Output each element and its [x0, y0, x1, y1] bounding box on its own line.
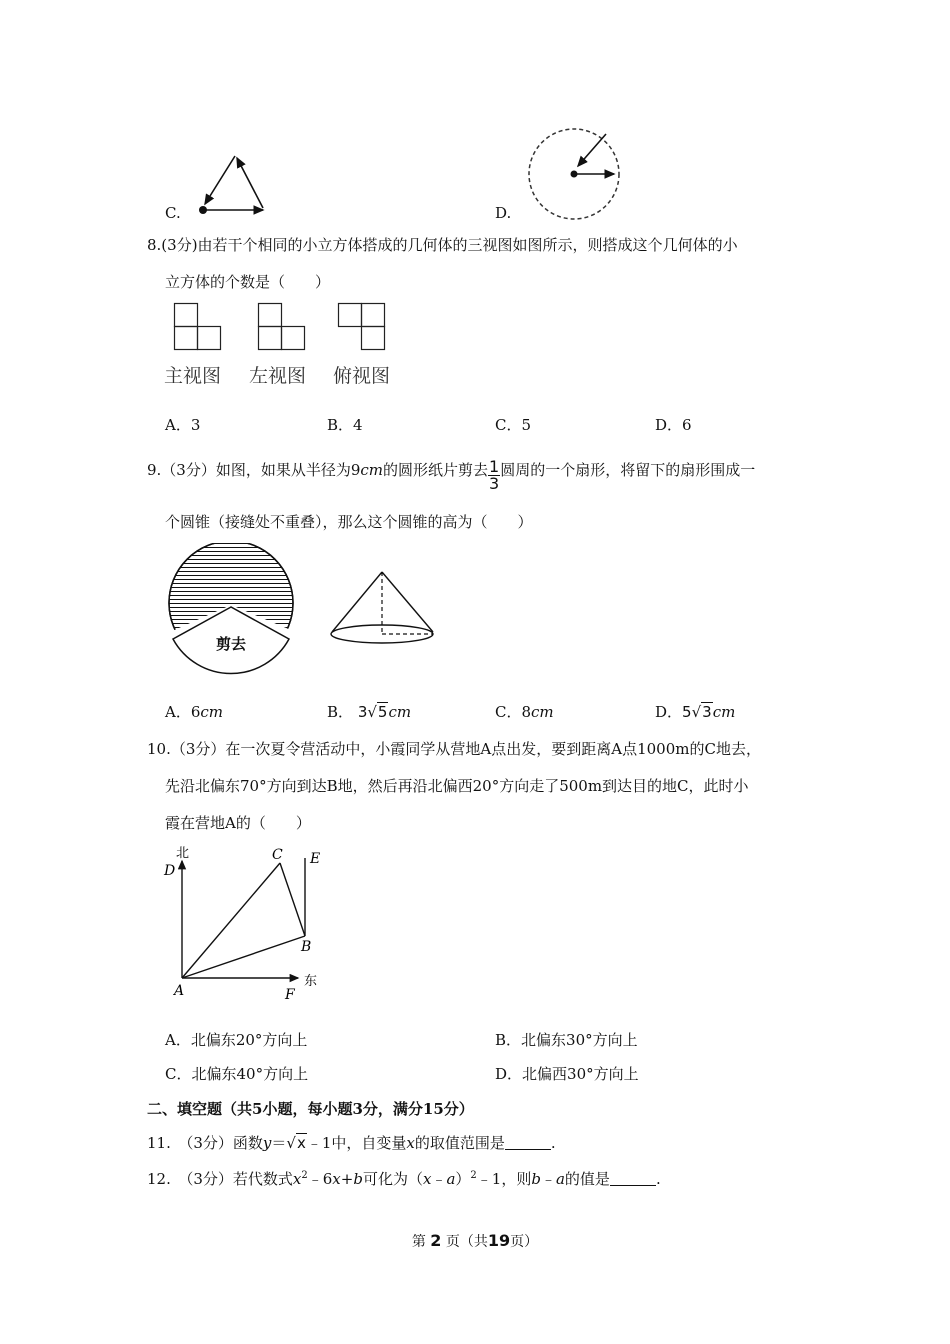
option-coef: 5 [682, 703, 692, 721]
q11-var-y: y [262, 1134, 272, 1152]
q9-frac-den: 3 [489, 474, 500, 493]
option-unit: cm [388, 703, 412, 721]
q10-east-label: 东 [304, 974, 318, 989]
q9-cone-figure [330, 570, 440, 650]
q7-triangle-figure [195, 148, 275, 218]
q9-text-b: 的圆形纸片剪去 [383, 461, 489, 479]
q9-fraction [488, 459, 500, 492]
q12-text: + [340, 1170, 354, 1188]
q11-text-a: ﹣1中，自变量 [306, 1134, 407, 1152]
q7-circle-figure [528, 128, 623, 223]
option-label: D． [655, 416, 683, 434]
q9-text-a: 9.（3分）如图，如果从半径为9 [147, 461, 361, 479]
q11-answer-blank[interactable] [505, 1135, 551, 1150]
option-label: D． [655, 703, 683, 721]
option-label: C． [165, 1065, 192, 1083]
q9-cut-label: 剪去 [215, 635, 247, 653]
option-text: 北偏东40°方向上 [191, 1065, 309, 1083]
q12-var: x [332, 1170, 341, 1188]
option-unit: cm [200, 703, 224, 721]
q9-stem-line1 [147, 459, 755, 492]
sqrt-icon: √ [367, 703, 377, 721]
option-label: C． [495, 416, 522, 434]
option-label: B． [327, 703, 354, 721]
option-coef: 6 [190, 703, 201, 721]
option-label: D． [495, 1065, 523, 1083]
q9-frac-num: 1 [489, 457, 500, 476]
option-label: B． [495, 1031, 522, 1049]
q9-option-d[interactable] [655, 702, 735, 722]
q12-var: b [353, 1170, 363, 1188]
option-label: A． [165, 703, 191, 721]
q9-stem-line2: 个圆锥（接缝处不重叠），那么这个圆锥的高为（ ） [165, 513, 533, 531]
q12-exp: 2 [301, 1170, 308, 1181]
q12-text: ） [455, 1170, 471, 1188]
q10-north-label: 北 [176, 846, 190, 861]
option-value: 6 [682, 416, 692, 434]
q8-left-view [258, 303, 306, 351]
option-unit: cm [712, 703, 736, 721]
q12-var: x [292, 1170, 302, 1188]
q10-label-a: A [174, 983, 185, 999]
option-radicand: 5 [377, 703, 388, 721]
q11-eq: ＝ [271, 1134, 287, 1152]
q10-stem-line1: 10.（3分）在一次夏令营活动中，小霞同学从营地A点出发，要到距离A点1000m的C地去， [147, 740, 761, 758]
footer-text: 第 [411, 1234, 426, 1250]
option-value: 3 [190, 416, 201, 434]
q12-text: ﹣1，则 [476, 1170, 532, 1188]
q10-stem-line3: 霞在营地A的（ ） [165, 814, 311, 832]
q8-front-view-caption: 主视图 [164, 365, 222, 387]
option-label: B． [327, 416, 354, 434]
q12-text: ﹣ [431, 1170, 447, 1188]
page-footer [0, 1231, 950, 1251]
q10-direction-diagram [160, 843, 330, 1003]
footer-page-number: 2 [430, 1231, 442, 1250]
q8-left-view-caption: 左视图 [249, 365, 307, 387]
q8-option-c[interactable] [495, 415, 531, 435]
option-coef: 3 [357, 703, 368, 721]
q9-text-c: 圆周的一个扇形，将留下的扇形围成一 [500, 461, 756, 479]
q12-var: a [555, 1170, 565, 1188]
q12-var: b [531, 1170, 541, 1188]
q8-option-d[interactable] [655, 415, 692, 435]
q10-label-b: B [301, 939, 312, 955]
option-unit: cm [531, 703, 554, 721]
q11-prefix: 11. （3分）函数 [147, 1134, 263, 1152]
footer-text: 页（共 [445, 1234, 488, 1250]
q12-text: ﹣6 [307, 1170, 333, 1188]
q8-stem-line2: 立方体的个数是（ ） [165, 273, 331, 291]
q8-top-view-caption: 俯视图 [333, 365, 391, 387]
q8-front-view [174, 303, 222, 351]
q12-answer-blank[interactable] [610, 1171, 656, 1186]
q12-stem [147, 1169, 661, 1189]
q9-option-a[interactable] [165, 702, 223, 722]
q11-radicand: x [296, 1134, 306, 1152]
q12-end: . [655, 1170, 661, 1188]
q8-option-a[interactable] [165, 415, 200, 435]
q10-label-f: F [285, 987, 295, 1003]
q11-var-x: x [406, 1134, 415, 1152]
q9-circle-cut-figure [163, 543, 303, 678]
q9-option-b[interactable] [327, 702, 411, 722]
option-label: A． [165, 1031, 191, 1049]
q8-stem-line1: 8.(3分)由若干个相同的小立方体搭成的几何体的三视图如图所示，则搭成这个几何体的小 [147, 236, 738, 254]
q10-option-b[interactable] [495, 1030, 638, 1050]
option-label: C． [495, 703, 522, 721]
q11-stem [147, 1133, 556, 1153]
q10-option-a[interactable] [165, 1030, 307, 1050]
q12-text: 可化为（ [362, 1170, 423, 1188]
option-text: 北偏西30°方向上 [522, 1065, 639, 1083]
footer-total-pages: 19 [487, 1231, 511, 1250]
q10-label-d: D [164, 863, 176, 879]
q12-text: 的值是 [564, 1170, 610, 1188]
q8-option-b[interactable] [327, 415, 363, 435]
option-radicand: 3 [702, 703, 712, 721]
q9-option-c[interactable] [495, 702, 554, 722]
option-text: 北偏东30°方向上 [521, 1031, 638, 1049]
footer-text: 页） [510, 1234, 539, 1250]
q11-text-b: 的取值范围是 [414, 1134, 505, 1152]
q12-text: ﹣ [540, 1170, 556, 1188]
q10-label-e: E [310, 851, 321, 867]
q12-exp: 2 [470, 1170, 477, 1181]
option-coef: 8 [521, 703, 532, 721]
option-text: 北偏东20°方向上 [190, 1031, 308, 1049]
q10-stem-line2: 先沿北偏东70°方向到达B地，然后再沿北偏西20°方向走了500m到达目的地C，此时小 [165, 777, 749, 795]
q10-label-c: C [272, 847, 283, 863]
q12-var: a [446, 1170, 456, 1188]
option-value: 4 [353, 416, 363, 434]
option-label: A． [165, 416, 191, 434]
q12-var: x [422, 1170, 432, 1188]
q10-option-c[interactable] [165, 1064, 308, 1084]
section-heading-fill-in: 二、填空题（共5小题，每小题3分，满分15分） [147, 1100, 474, 1118]
option-value: 5 [521, 416, 532, 434]
q9-unit: cm [360, 461, 384, 479]
q10-option-d[interactable] [495, 1064, 639, 1084]
q7-option-c-label: C. [165, 204, 181, 222]
q11-end: . [550, 1134, 556, 1152]
q8-top-view [338, 303, 386, 351]
q7-option-d-label: D. [495, 204, 512, 222]
q12-prefix: 12. （3分）若代数式 [147, 1170, 293, 1188]
sqrt-icon: √ [691, 703, 702, 721]
sqrt-icon: √ [286, 1134, 296, 1152]
